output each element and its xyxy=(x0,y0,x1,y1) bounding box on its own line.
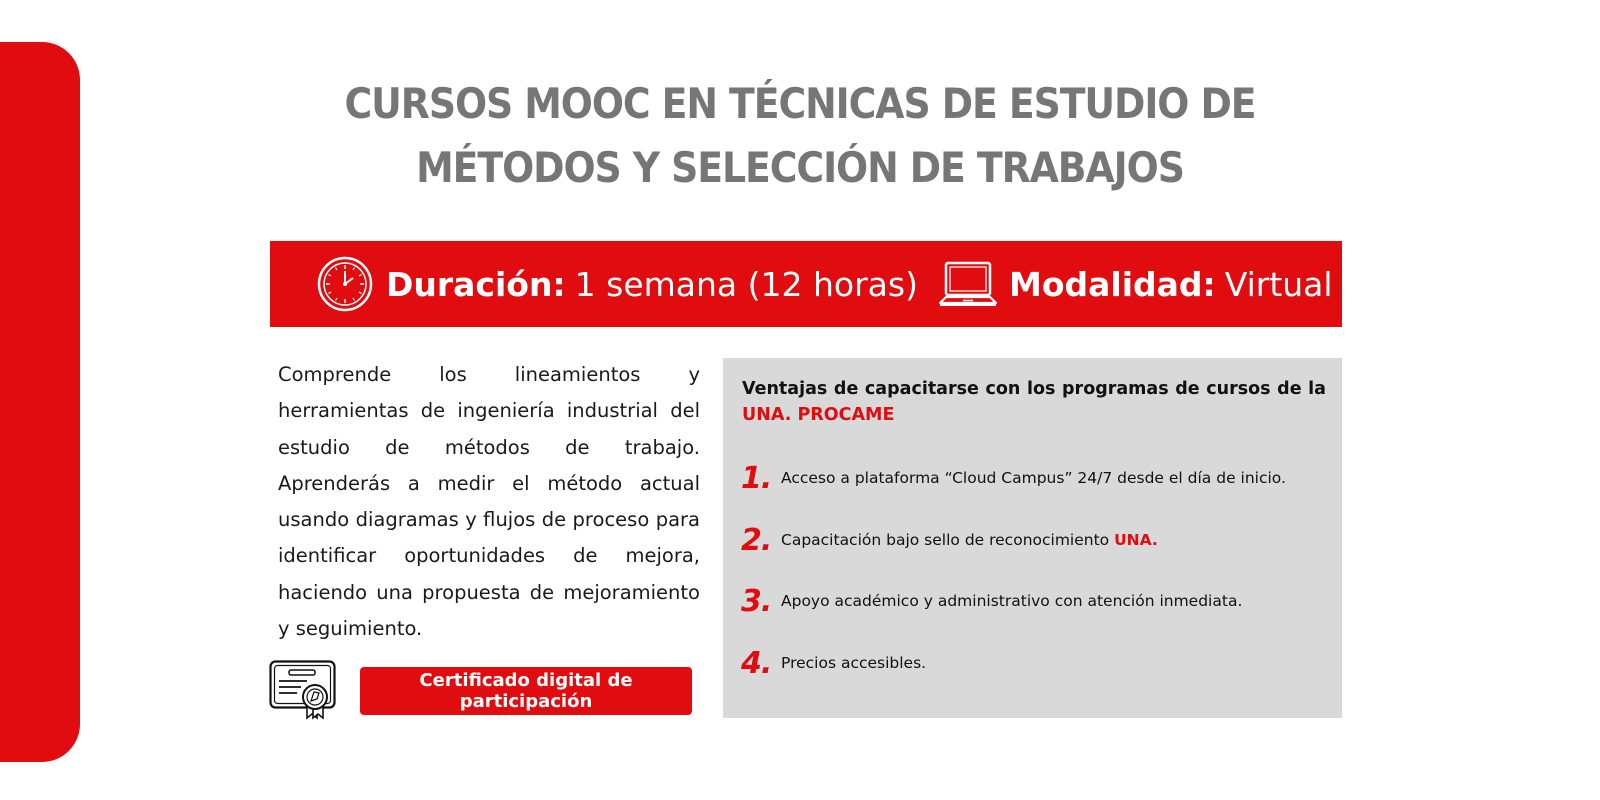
side-accent-bar xyxy=(0,42,80,762)
benefits-heading xyxy=(742,376,1326,428)
certificate-button[interactable]: Certificado digital de participación xyxy=(360,667,692,715)
benefits-heading-text: Ventajas de capacitarse con los programas de cursos de la xyxy=(742,379,1326,399)
benefit-text-content: Acceso a plataforma “Cloud Campus” 24/7 desde el día de inicio. xyxy=(781,469,1286,487)
benefit-number: 2. xyxy=(741,522,772,558)
benefit-item xyxy=(741,581,1242,621)
benefit-text xyxy=(781,654,926,672)
clock-icon xyxy=(316,255,374,313)
benefits-panel xyxy=(723,358,1342,718)
course-description: Comprende los lineamientos y herramientas de ingeniería industrial del estudio de métodos de trabajo. Aprenderás a medir el método actual usando diagramas y flujos de proceso para identificar oportunidades de mejora, haciendo una propuesta de mejoramiento y seguimiento. xyxy=(278,363,700,641)
modality-value: Virtual xyxy=(1224,264,1333,304)
laptop-icon xyxy=(939,261,997,307)
benefit-text-content: Apoyo académico y administrativo con atención inmediata. xyxy=(781,592,1243,610)
title-line-2: MÉTODOS Y SELECCIÓN DE TRABAJOS xyxy=(416,143,1184,192)
benefit-item xyxy=(741,643,926,683)
benefit-text-content: Precios accesibles. xyxy=(781,654,927,672)
modality-label: Modalidad: xyxy=(1009,264,1216,304)
benefit-text xyxy=(781,592,1242,610)
title-line-1: CURSOS MOOC EN TÉCNICAS DE ESTUDIO DE xyxy=(344,79,1256,128)
benefit-number: 3. xyxy=(741,583,772,619)
course-info-band xyxy=(270,241,1342,327)
benefit-text xyxy=(781,469,1286,487)
modality-info xyxy=(939,241,1333,327)
benefits-heading-brand: UNA. PROCAME xyxy=(742,405,895,425)
duration-value: 1 semana (12 horas) xyxy=(574,264,918,304)
benefit-number: 1. xyxy=(741,460,772,496)
duration-info xyxy=(316,241,918,327)
benefit-highlight: UNA. xyxy=(1114,531,1158,549)
benefit-text xyxy=(781,531,1158,549)
certificate-icon xyxy=(269,660,337,720)
benefit-text-content: Capacitación bajo sello de reconocimiento xyxy=(781,531,1115,549)
benefit-number: 4. xyxy=(741,645,772,681)
benefit-item xyxy=(741,458,1286,498)
duration-label: Duración: xyxy=(386,264,566,304)
benefit-item xyxy=(741,520,1158,560)
page-title xyxy=(314,72,1286,200)
